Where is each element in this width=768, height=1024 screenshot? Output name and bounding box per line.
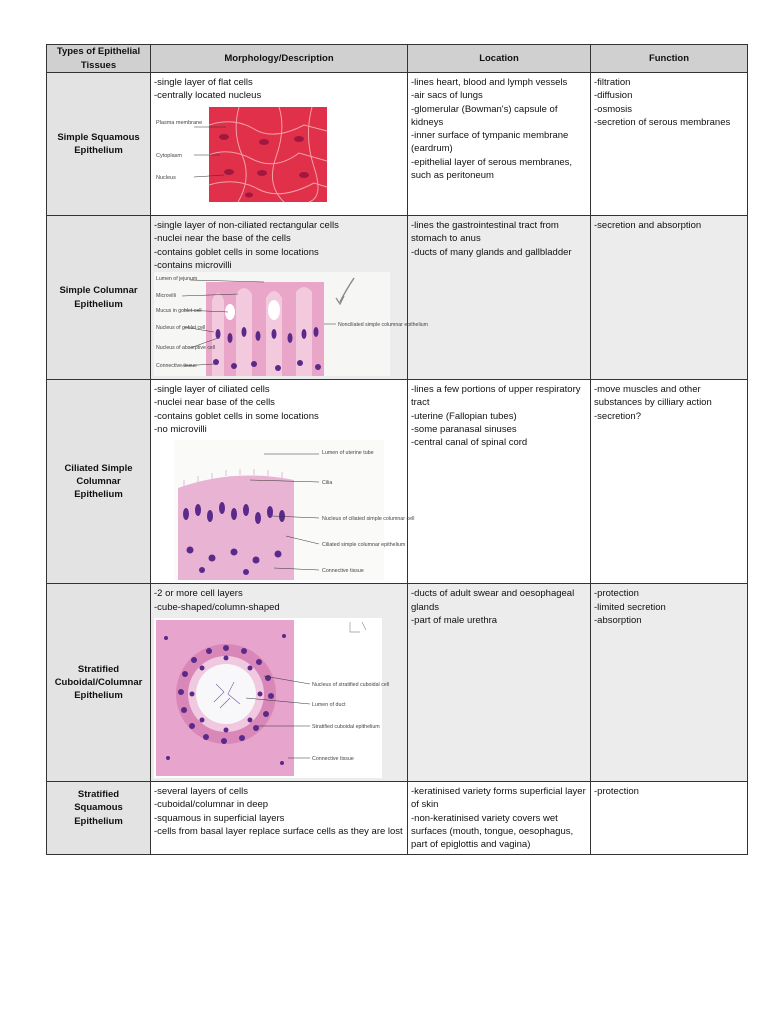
morphology-line: -several layers of cells	[154, 785, 248, 797]
morphology-line: -contains goblet cells in some locations	[154, 410, 319, 422]
location-line: -epithelial layer of serous membranes, such as peritoneum	[411, 156, 573, 182]
function-line: -osmosis	[594, 103, 633, 115]
morphology-line: -contains goblet cells in some locations	[154, 246, 319, 258]
stratified-cuboidal-micrograph	[154, 618, 400, 778]
morphology-line: -cube-shaped/column-shaped	[154, 601, 280, 613]
figure-label: Nucleus of absorptive cell	[156, 345, 216, 352]
location-line: -lines the gastrointestinal tract from stomach to anus	[411, 220, 559, 245]
tissue-type: Stratified Squamous Epithelium	[47, 781, 151, 854]
table-row	[47, 73, 748, 216]
morphology-cell	[151, 781, 408, 854]
function-cell	[591, 380, 748, 584]
morphology-line: -cuboidal/columnar in deep	[154, 799, 269, 811]
morphology-cell	[151, 216, 428, 380]
morphology-cell	[151, 380, 415, 584]
function-line: -protection	[594, 588, 639, 600]
morphology-line: -contains microvilli	[154, 259, 232, 271]
location-line: -non-keratinised variety covers wet surfaces (mouth, tongue, oesophagus, part of epiglottis and vagina)	[411, 812, 574, 851]
figure-label: Plasma membrane	[156, 119, 203, 126]
header-type: Types of Epithelial Tissues	[47, 45, 151, 73]
function-cell	[591, 216, 748, 380]
location-line: -inner surface of tympanic membrane (eardrum)	[411, 130, 569, 155]
morphology-line: -centrally located nucleus	[154, 90, 262, 102]
morphology-cell	[151, 584, 408, 782]
ciliated-columnar-micrograph	[154, 440, 415, 580]
epithelial-tissue-table	[46, 44, 748, 855]
morphology-line: -single layer of ciliated cells	[154, 384, 270, 396]
function-line: -protection	[594, 785, 639, 797]
figure-label: Microvilli	[156, 293, 176, 300]
table-row	[47, 216, 748, 380]
function-line: -secretion of serous membranes	[594, 116, 731, 128]
morphology-line: -single layer of flat cells	[154, 77, 253, 88]
tissue-type: Stratified Cuboidal/Columnar Epithelium	[47, 584, 151, 782]
morphology-line: -nuclei near base of the cells	[154, 397, 275, 409]
figure-label: Nucleus	[156, 174, 176, 181]
table-row	[47, 380, 748, 584]
function-cell	[591, 781, 748, 854]
morphology-line: -nuclei near the base of the cells	[154, 233, 291, 245]
morphology-cell	[151, 73, 408, 216]
location-line: -part of male urethra	[411, 614, 498, 626]
function-line: -limited secretion	[594, 601, 666, 613]
figure-label: Lumen of uterine tube	[322, 450, 374, 457]
figure-label: Nucleus of stratified cuboidal cell	[312, 681, 390, 688]
location-cell	[408, 584, 591, 782]
location-line: -some paranasal sinuses	[411, 424, 517, 436]
figure-label: Cytoplasm	[156, 152, 182, 159]
location-line: -air sacs of lungs	[411, 90, 483, 102]
function-line: -move muscles and other substances by cilliary action	[594, 384, 712, 409]
figure-label: Nucleus of ciliated simple columnar cell	[322, 516, 415, 523]
table-row	[47, 781, 748, 854]
function-line: -secretion and absorption	[594, 220, 702, 231]
figure-label: Connective tissue	[156, 363, 197, 370]
function-cell	[591, 584, 748, 782]
figure-label: Nonciliated simple columnar epithelium	[338, 322, 428, 329]
function-line: -absorption	[594, 614, 642, 626]
morphology-line: -squamous in superficial layers	[154, 812, 285, 824]
morphology-line: -cells from basal layer replace surface cells as they are lost	[154, 825, 403, 837]
function-line: -filtration	[594, 77, 631, 88]
header-function: Function	[591, 45, 748, 73]
location-line: -lines heart, blood and lymph vessels	[411, 77, 568, 88]
tissue-type: Ciliated Simple Columnar Epithelium	[47, 380, 151, 584]
simple-squamous-micrograph	[154, 107, 354, 202]
tissue-type: Simple Squamous Epithelium	[47, 73, 151, 216]
location-line: -uterine (Fallopian tubes)	[411, 410, 517, 422]
location-line: -keratinised variety forms superficial layer of skin	[411, 785, 586, 811]
morphology-line: -no microvilli	[154, 424, 207, 436]
location-cell	[408, 380, 591, 584]
morphology-line: -2 or more cell layers	[154, 588, 243, 600]
location-line: -central canal of spinal cord	[411, 437, 528, 449]
figure-label: Connective tissue	[312, 755, 354, 762]
figure-label: Ciliated simple columnar epithelium	[322, 542, 406, 549]
header-row	[47, 45, 748, 73]
location-line: -glomerular (Bowman's) capsule of kidneys	[411, 103, 558, 128]
figure-label: Nucleus of goblet cell	[156, 325, 206, 332]
header-morphology: Morphology/Description	[151, 45, 408, 73]
function-line: -secretion?	[594, 410, 641, 422]
location-line: -ducts of adult swear and oesophageal glands	[411, 588, 575, 613]
function-line: -diffusion	[594, 90, 633, 102]
tissue-type: Simple Columnar Epithelium	[47, 216, 151, 380]
figure-label: Lumen of duct	[312, 701, 346, 708]
table-row	[47, 584, 748, 782]
location-cell	[408, 216, 591, 380]
simple-columnar-micrograph	[154, 272, 428, 376]
location-cell	[408, 73, 591, 216]
header-location: Location	[408, 45, 591, 73]
location-line: -ducts of many glands and gallbladder	[411, 246, 572, 258]
figure-label: Cilia	[322, 480, 333, 487]
figure-label: Stratified cuboidal epithelium	[312, 723, 380, 730]
figure-label: Lumen of jejunum	[156, 276, 198, 283]
location-line: -lines a few portions of upper respiratory tract	[411, 384, 581, 409]
figure-label: Connective tissue	[322, 568, 364, 575]
function-cell	[591, 73, 748, 216]
figure-label: Mucus in goblet cell	[156, 308, 202, 315]
morphology-line: -single layer of non-ciliated rectangular cells	[154, 220, 339, 231]
location-cell	[408, 781, 591, 854]
